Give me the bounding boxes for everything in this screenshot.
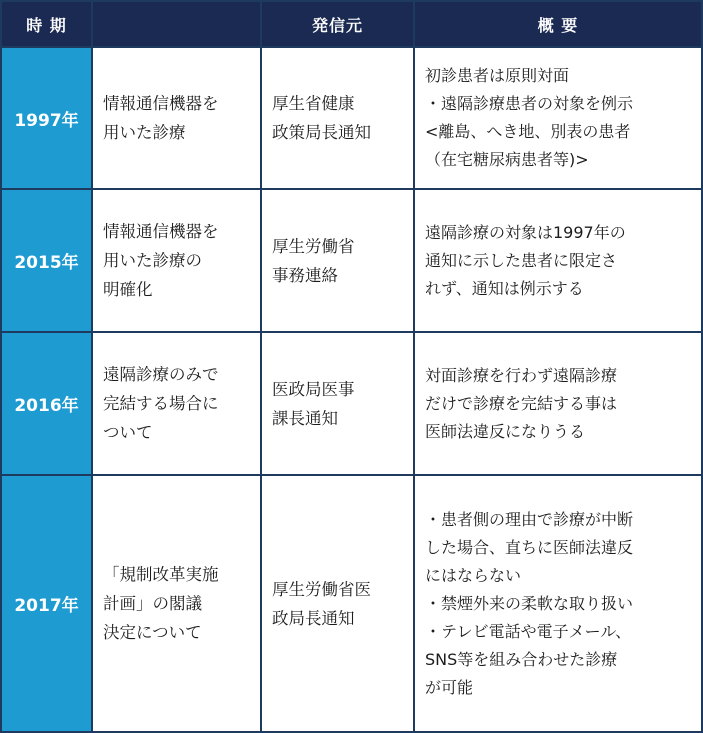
row-2016-topic: 遠隔診療のみで 完結する場合に ついて bbox=[93, 333, 260, 474]
row-2015-topic: 情報通信機器を 用いた診療の 明確化 bbox=[93, 190, 260, 331]
row-2017-period: 2017年 bbox=[2, 476, 91, 731]
row-2016-period: 2016年 bbox=[2, 333, 91, 474]
header-summary: 概 要 bbox=[415, 2, 701, 46]
row-1997-source: 厚生省健康 政策局長通知 bbox=[262, 48, 413, 188]
header-period: 時 期 bbox=[2, 2, 91, 46]
row-2016-source: 医政局医事 課長通知 bbox=[262, 333, 413, 474]
row-2017-summary: ・患者側の理由で診療が中断 した場合、直ちに医師法違反 にはならない ・禁煙外来の柔軟な取り扱い ・テレビ電話や電子メール、 SNS等を組み合わせた診療 が可能 bbox=[415, 476, 701, 731]
row-2015-summary: 遠隔診療の対象は1997年の 通知に示した患者に限定さ れず、通知は例示する bbox=[415, 190, 701, 331]
header-source: 発信元 bbox=[262, 2, 413, 46]
header-topic bbox=[93, 2, 260, 46]
row-2017-topic: 「規制改革実施 計画」の閣議 決定について bbox=[93, 476, 260, 731]
row-1997-summary: 初診患者は原則対面 ・遠隔診療患者の対象を例示 <離島、へき地、別表の患者 （在宅糖尿病患者等)> bbox=[415, 48, 701, 188]
row-2017-source: 厚生労働省医 政局長通知 bbox=[262, 476, 413, 731]
row-2015-period: 2015年 bbox=[2, 190, 91, 331]
row-2016-summary: 対面診療を行わず遠隔診療 だけで診療を完結する事は 医師法違反になりうる bbox=[415, 333, 701, 474]
row-2015-source: 厚生労働省 事務連絡 bbox=[262, 190, 413, 331]
row-1997-period: 1997年 bbox=[2, 48, 91, 188]
row-1997-topic: 情報通信機器を 用いた診療 bbox=[93, 48, 260, 188]
